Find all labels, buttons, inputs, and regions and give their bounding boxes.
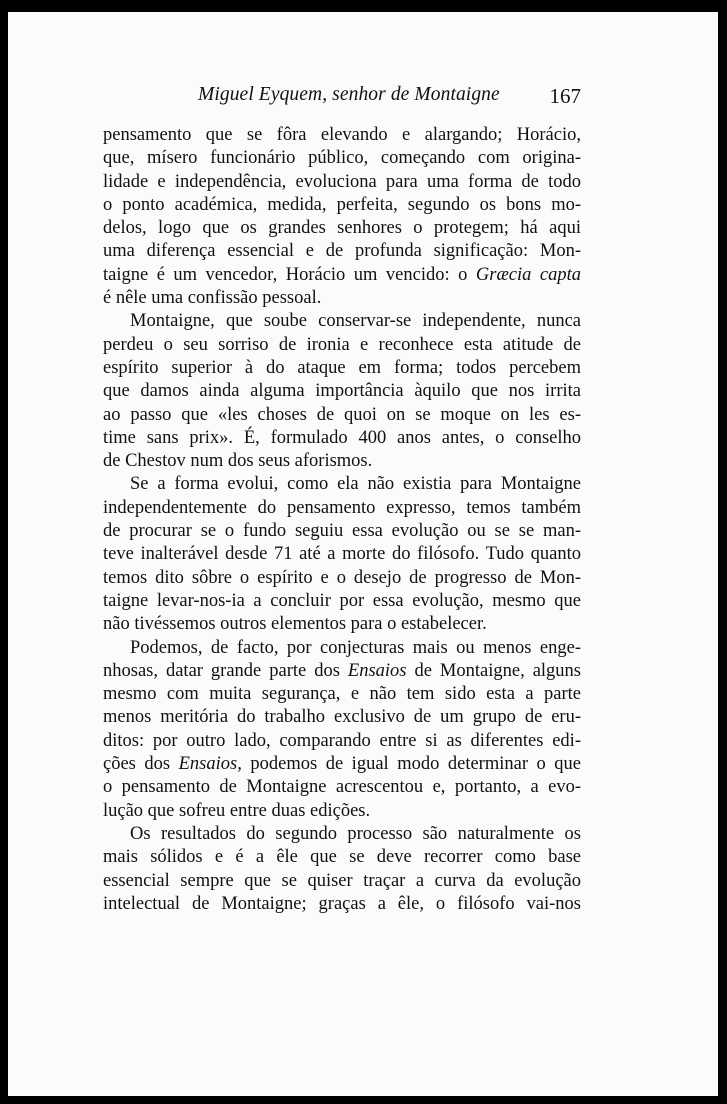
body-text [103,124,581,916]
italic-phrase: Græcia capta [475,264,581,285]
italic-title: Ensaios [347,660,407,681]
paragraph-end-line: é nêle uma confissão pessoal. [103,288,322,309]
text-line-with-italic [103,264,581,287]
text-line: essencial sempre que se quiser traçar a curva da evolução [103,870,581,891]
book-page [8,12,718,1096]
text-line: de procurar se o fundo seguiu essa evolução ou se se man- [103,521,581,542]
page-number: 167 [549,84,581,108]
text-line: espírito superior à do ataque em forma; todos percebem [103,357,581,378]
text-line: teve inalterável desde 71 até a morte do filósofo. Tudo quanto [103,544,581,565]
text-line: mesmo com muita segurança, e não tem sido esta a parte [103,684,581,705]
page-header [103,84,581,114]
text-segment: nhosas, datar grande parte dos [103,660,348,681]
text-segment: ções dos [103,754,179,775]
text-line-with-italic [103,753,581,776]
text-segment: taigne é um vencedor, Horácio um vencido: o [103,264,476,285]
text-line: mais sólidos e é a êle que se deve recorrer como base [103,847,581,868]
text-line: que damos ainda alguma importância àquilo que nos irrita [103,381,581,402]
text-line: intelectual de Montaigne; graças a êle, o filósofo vai-nos [103,893,581,914]
running-title: Miguel Eyquem, senhor de Montaigne [198,84,500,105]
text-line: delos, logo que os grandes senhores o protegem; há aqui [103,218,581,239]
text-line-with-italic [103,660,581,683]
text-line: perdeu o seu sorriso de ironia e reconhece esta atitude de [103,334,581,355]
text-line: ditos: por outro lado, comparando entre si as diferentes edi- [103,730,581,751]
paragraph-start-line: Se a forma evolui, como ela não existia para Montaigne [130,474,581,495]
text-line: que, mísero funcionário público, começando com origina- [103,148,581,169]
text-line: time sans prix». É, formulado 400 anos antes, o conselho [103,427,581,448]
text-line: pensamento que se fôra elevando e alargando; Horácio, [103,125,581,145]
paragraph-end-line: de Chestov num dos seus aforismos. [103,451,373,472]
text-line: menos meritória do trabalho exclusivo de um grupo de eru- [103,707,581,728]
text-line: uma diferença essencial e de profunda significação: Mon- [103,241,581,262]
paragraph-start-line: Podemos, de facto, por conjecturas mais ou menos enge- [130,637,581,658]
text-segment: de Montaigne, alguns [406,660,581,681]
text-line: o ponto académica, medida, perfeita, segundo os bons mo- [103,194,581,215]
paragraph-start-line: Montaigne, que soube conservar-se independente, nunca [130,311,581,332]
italic-title: Ensaios, [178,754,242,775]
paragraph-end-line: não tivéssemos outros elementos para o estabelecer. [103,614,487,635]
text-line: taigne levar-nos-ia a concluir por essa evolução, mesmo que [103,590,581,611]
text-line: ao passo que «les choses de quoi on se moque on les es- [103,404,581,425]
text-line: temos dito sôbre o espírito e o desejo de progresso de Mon- [103,567,581,588]
text-line: o pensamento de Montaigne acrescentou e, portanto, a evo- [103,777,581,798]
text-segment: podemos de igual modo determinar o que [241,754,581,775]
paragraph-start-line: Os resultados do segundo processo são naturalmente os [130,823,581,844]
paragraph-end-line: lução que sofreu entre duas edições. [103,800,371,821]
text-line: independentemente do pensamento expresso, temos também [103,497,581,518]
text-line: lidade e independência, evoluciona para uma forma de todo [103,171,581,192]
